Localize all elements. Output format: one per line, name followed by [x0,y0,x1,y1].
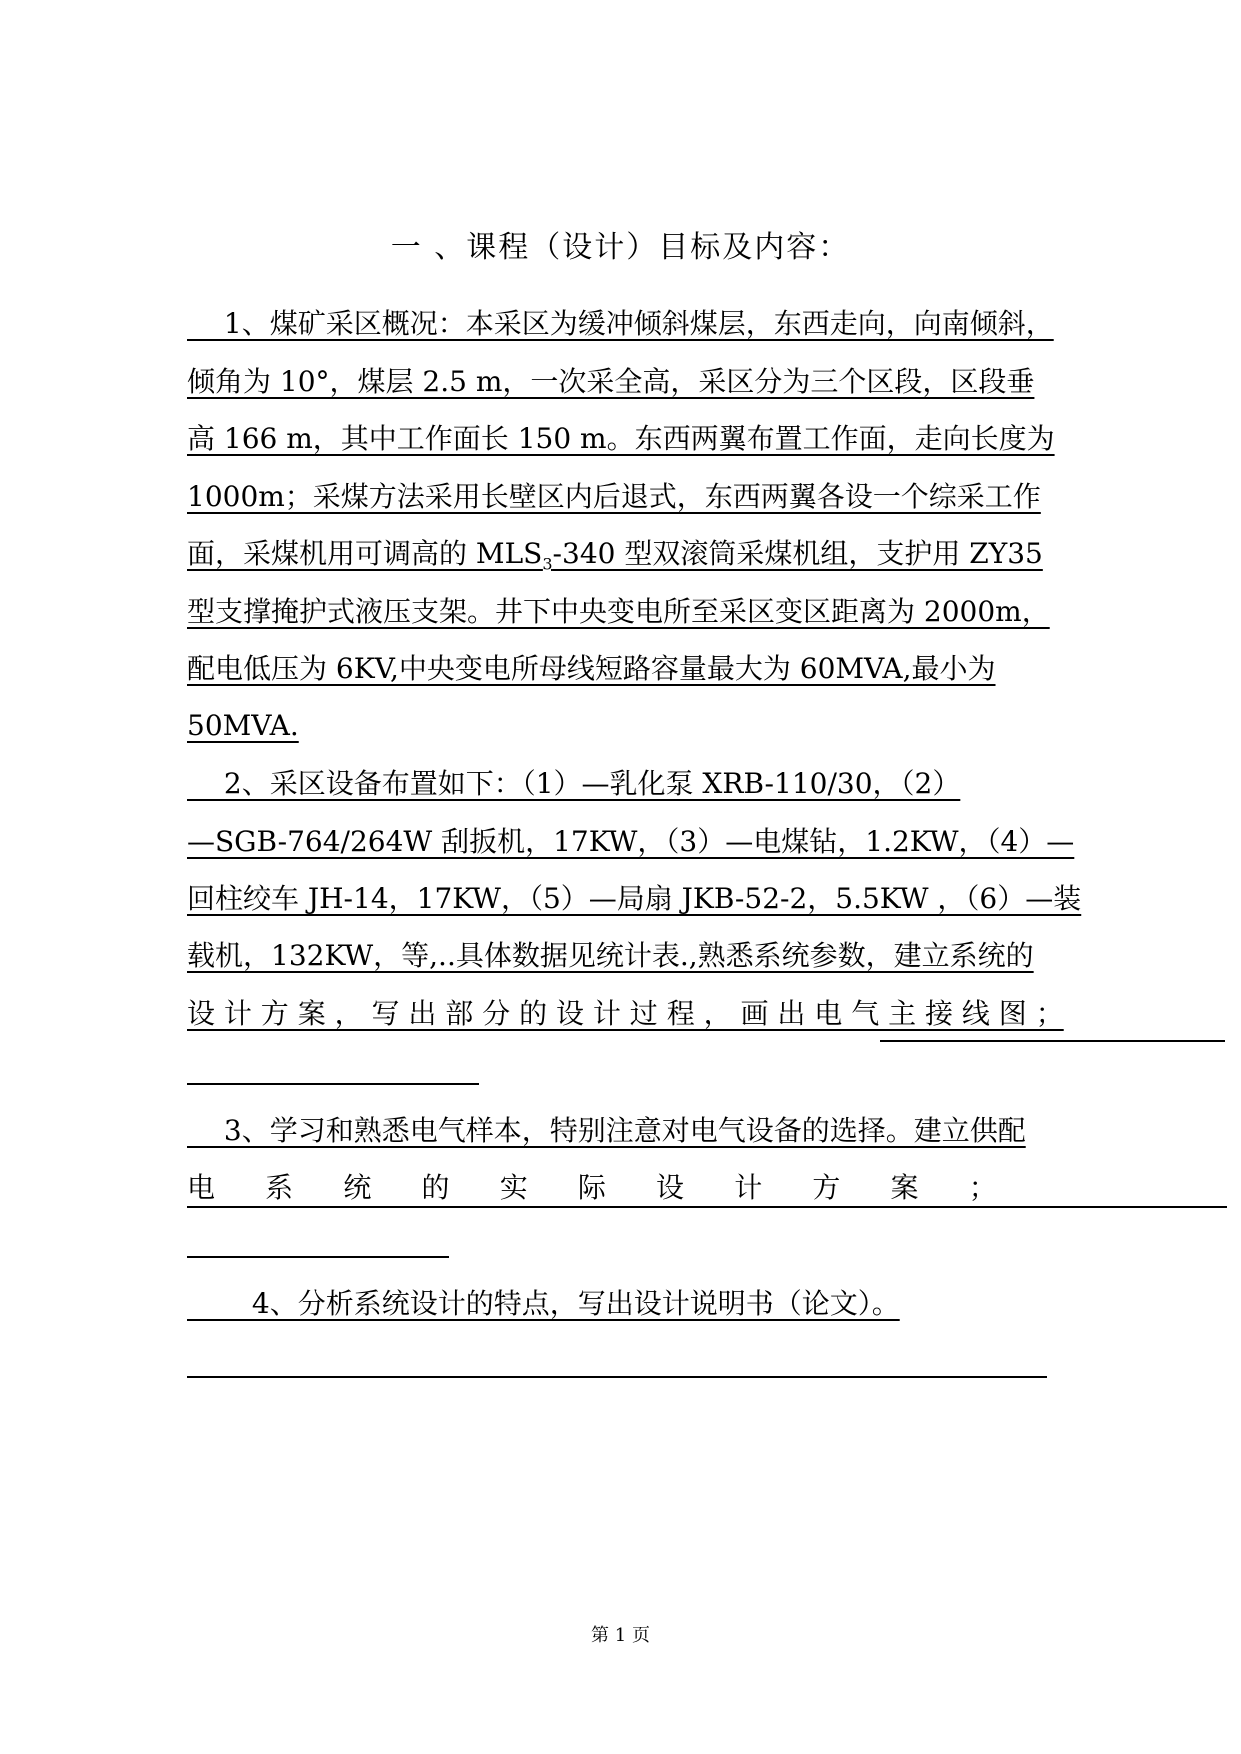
underline-rule [187,1256,449,1258]
char: 际 [577,1171,606,1204]
text-segment: 面，采煤机用可调高的 MLS [187,537,543,570]
text-line: 配电低压为 6KV,中央变电所母线短路容量最大为 60MVA,最小为 [187,652,996,685]
subscript: 3 [542,554,553,574]
text-line: 3、学习和熟悉电气样本，特别注意对电气设备的选择。建立供配 [187,1114,1026,1147]
char [1047,1170,1227,1206]
char: 的 [421,1171,450,1204]
page-number: 第 1 页 [591,1625,650,1646]
char: 统 [343,1171,372,1204]
text-line: 4、分析系统设计的特点，写出设计说明书（论文）。 [187,1287,900,1320]
text-line [187,536,1043,572]
underline-rule [187,1083,479,1085]
text-line: 高 166 m，其中工作面长 150 m。东西两翼布置工作面，走向长度为 [187,422,1055,455]
text-line: 2、采区设备布置如下：（1）—乳化泵 XRB-110/30，（2） [187,767,961,800]
text-line: 1、煤矿采区概况：本采区为缓冲倾斜煤层，东西走向，向南倾斜， [187,307,1054,340]
char: 设 [656,1171,685,1204]
text-line: 50MVA. [187,709,299,742]
underline-rule [187,1376,1047,1378]
text-line: 型支撑掩护式液压支架。井下中央变电所至采区变区距离为 2000m， [187,595,1050,628]
text-line: 载机，132KW，等,..具体数据见统计表.,熟悉系统参数，建立系统的 [187,939,1034,972]
char: 系 [265,1171,294,1204]
char: 电 [187,1171,216,1204]
text-line: 回柱绞车 JH-14，17KW，（5）—局扇 JKB-52-2，5.5KW ，（6）—装 [187,882,1082,915]
page-title: 一 、课程（设计）目标及内容： [390,230,851,265]
char: ； [968,1171,997,1204]
underline-rule [880,1040,1225,1042]
text-line: 设 计 方 案 ， 写 出 部 分 的 设 计 过 程 ， 画 出 电 气 主 接 线 图 ； [187,997,1064,1030]
text-line: 倾角为 10°，煤层 2.5 m，一次采全高，采区分为三个区段，区段垂 [187,365,1035,398]
text-line: —SGB-764/264W 刮扳机，17KW，（3）—电煤钻，1.2KW，（4）— [187,825,1075,858]
char: 方 [812,1171,841,1204]
justified-line [187,1170,1227,1208]
text-segment: -340 型双滚筒采煤机组，支护用 ZY35 [552,537,1043,570]
text-line: 1000m；采煤方法采用长壁区内后退式，东西两翼各设一个综采工作 [187,480,1041,513]
char: 计 [734,1171,763,1204]
char: 案 [890,1171,919,1204]
char: 实 [499,1171,528,1204]
